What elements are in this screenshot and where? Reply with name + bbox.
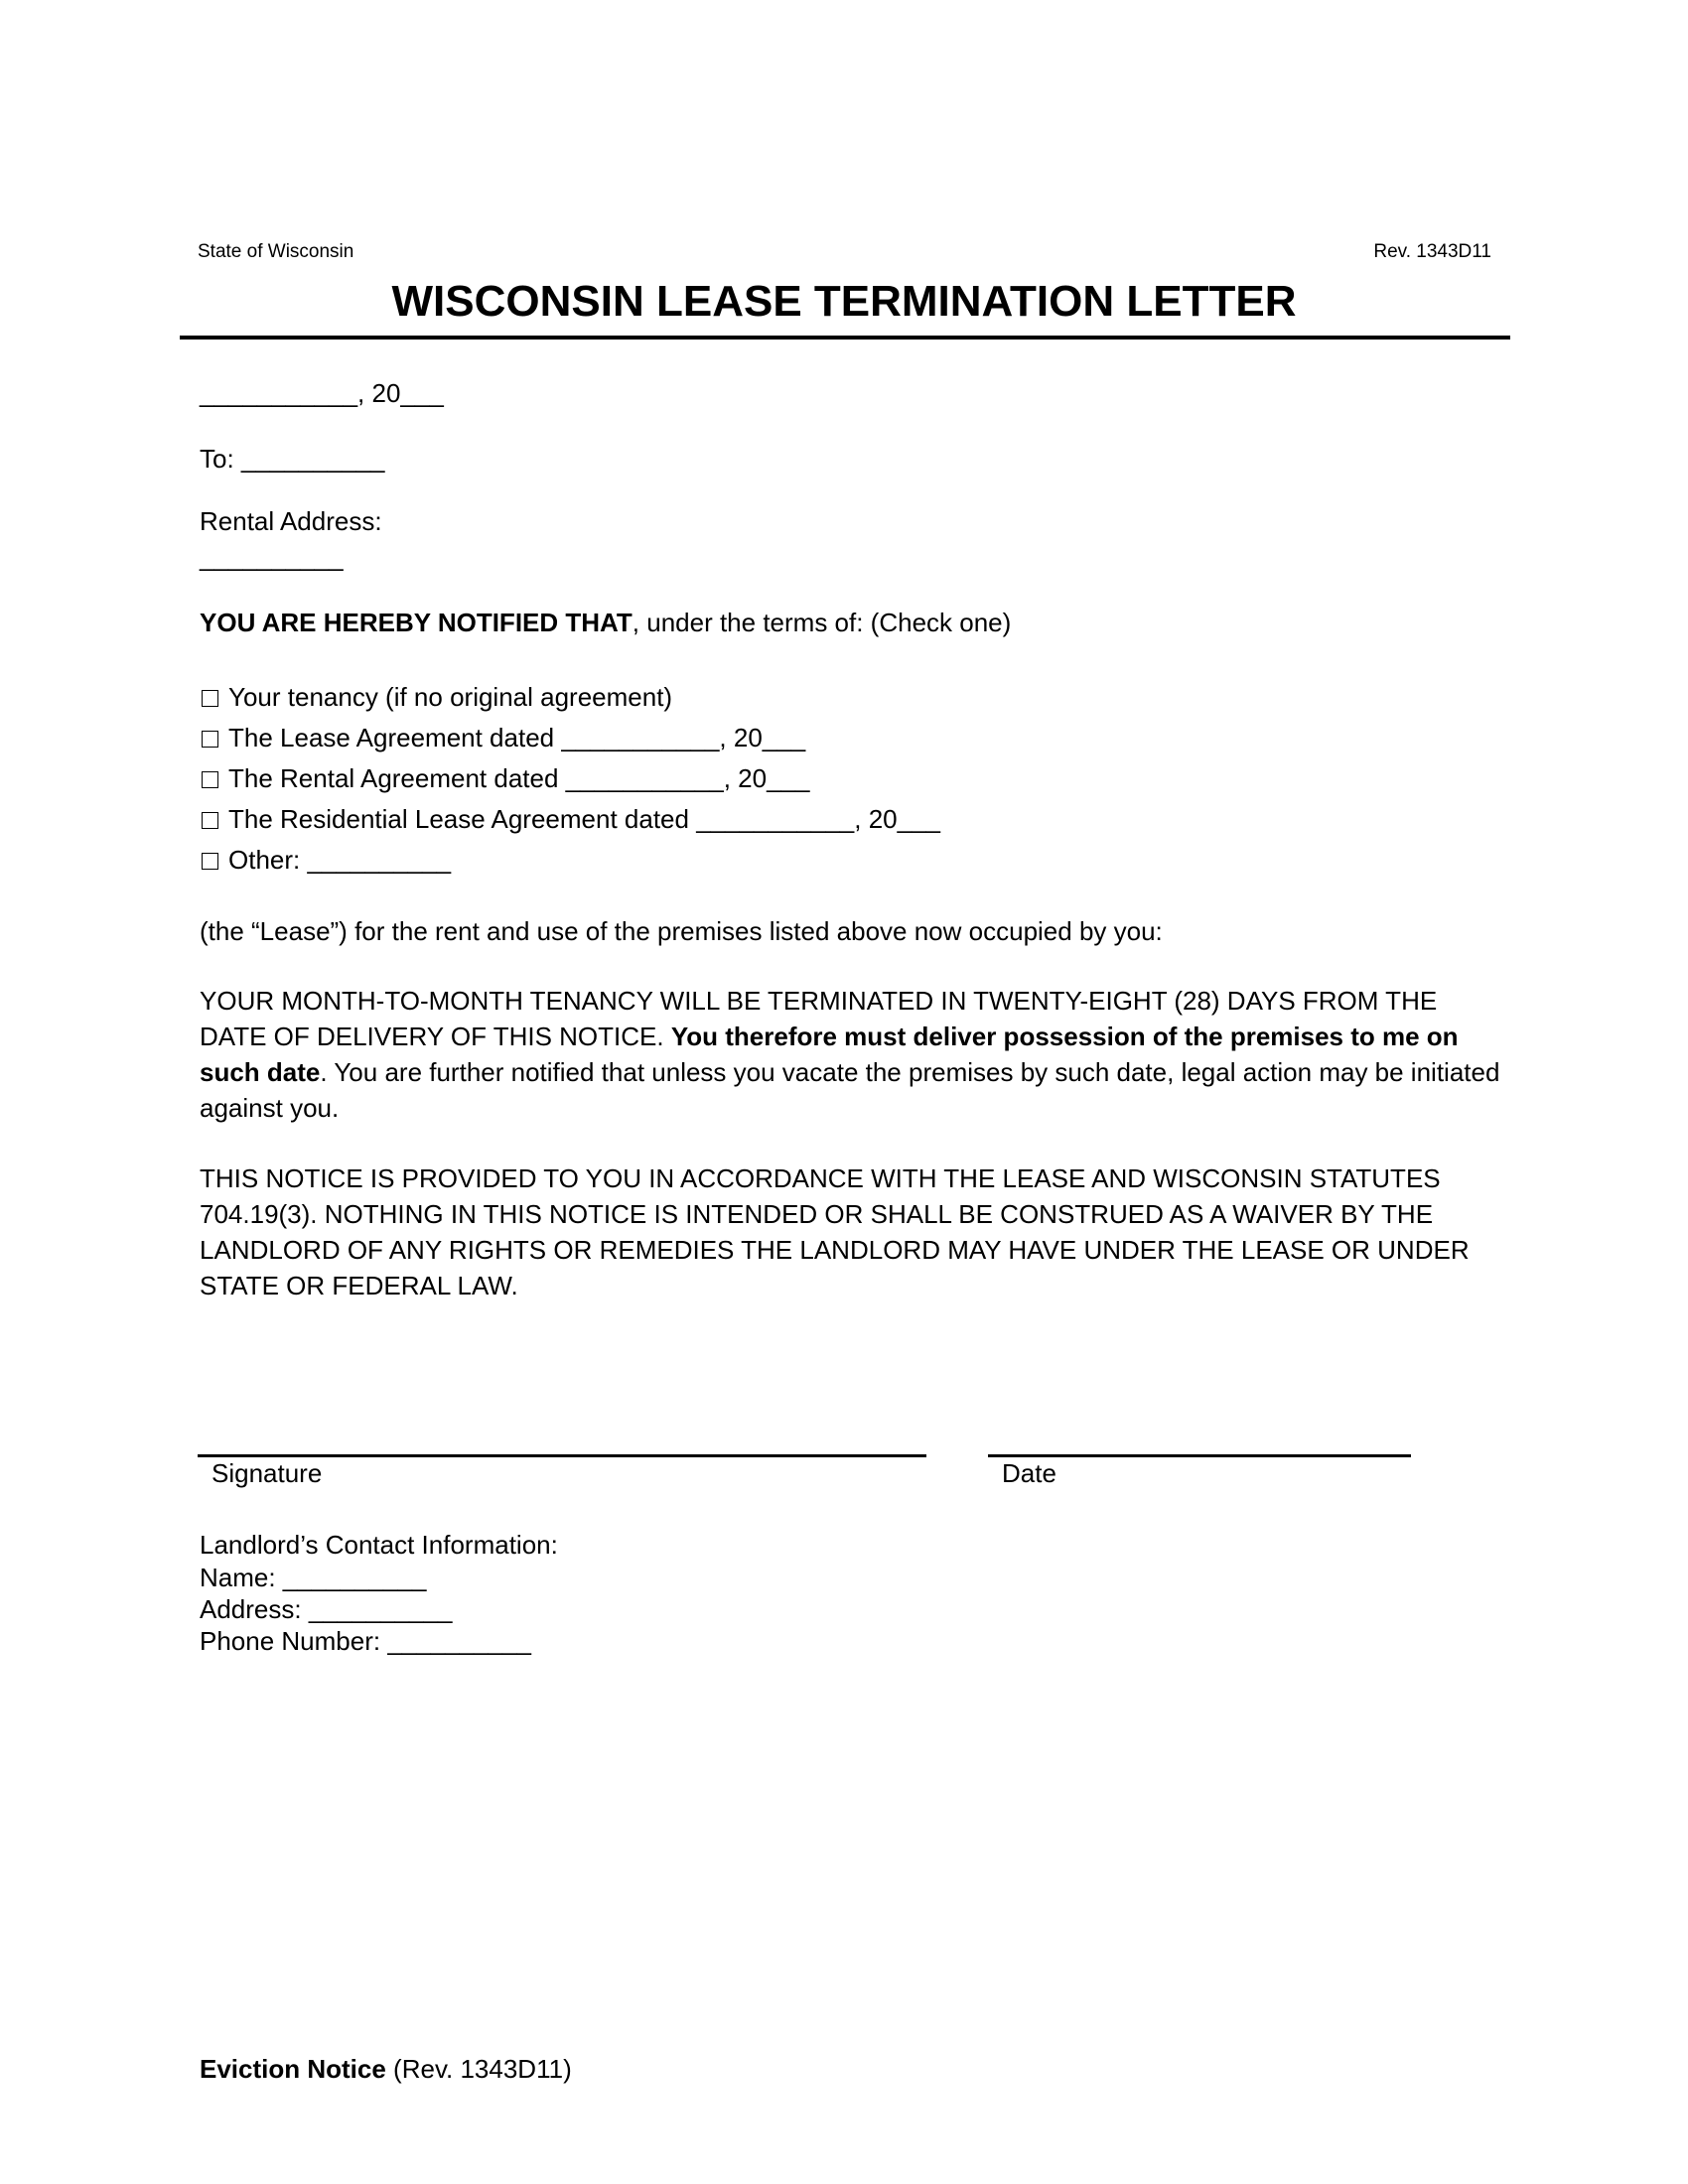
checkbox-icon[interactable] xyxy=(202,731,218,748)
landlord-address-field[interactable]: Address: __________ xyxy=(200,1594,453,1624)
termination-paragraph xyxy=(200,983,1510,1126)
page-title: WISCONSIN LEASE TERMINATION LETTER xyxy=(391,277,1297,326)
checkbox-icon[interactable] xyxy=(202,853,218,870)
notice-intro-rest: , under the terms of: (Check one) xyxy=(632,608,1012,637)
check-option-tenancy[interactable] xyxy=(202,676,940,717)
check-option-lease-agreement[interactable] xyxy=(202,717,940,757)
statute-paragraph: THIS NOTICE IS PROVIDED TO YOU IN ACCORDANCE WITH THE LEASE AND WISCONSIN STATUTES 704.19(3). NOTHING IN THIS NOTICE IS INTENDED OR SHALL BE CONSTRUED AS A WAIVER BY THE LANDLORD OF ANY RIGHTS OR REMEDIES THE LANDLORD MAY HAVE UNDER THE LEASE OR UNDER STATE OR FEDERAL LAW. xyxy=(200,1163,1470,1300)
footer-revision: (Rev. 1343D11) xyxy=(385,2054,572,2084)
checkbox-icon[interactable] xyxy=(202,771,218,788)
landlord-name-field[interactable]: Name: __________ xyxy=(200,1563,427,1592)
check-option-rental-agreement[interactable] xyxy=(202,757,940,798)
signature-label: Signature xyxy=(211,1458,323,1488)
check-option-label: The Lease Agreement dated ___________, 20___ xyxy=(228,722,806,752)
check-option-label: The Residential Lease Agreement dated ___________, 20___ xyxy=(228,803,941,834)
state-label: State of Wisconsin xyxy=(198,241,354,262)
checkbox-icon[interactable] xyxy=(202,812,218,829)
lease-definition-line: (the “Lease”) for the rent and use of the premises listed above now occupied by you: xyxy=(200,916,1163,946)
to-field[interactable]: To: __________ xyxy=(200,444,385,474)
rental-address-label: Rental Address: xyxy=(200,506,382,536)
check-options-list xyxy=(202,676,940,880)
notice-intro xyxy=(200,605,1011,640)
check-option-label: Other: __________ xyxy=(228,844,452,875)
check-option-other[interactable] xyxy=(202,839,940,880)
termination-text-1: YOUR MONTH-TO-MONTH TENANCY WILL BE TERMINATED IN TWENTY-EIGHT (28) DAYS FROM THE DATE OF DELIVERY OF THIS NOTICE. xyxy=(200,986,1438,1051)
check-option-label: Your tenancy (if no original agreement) xyxy=(228,681,673,712)
footer-doc-name: Eviction Notice xyxy=(200,2054,386,2084)
check-option-residential-lease[interactable] xyxy=(202,798,940,839)
notice-intro-bold: YOU ARE HEREBY NOTIFIED THAT xyxy=(200,608,633,637)
landlord-phone-field[interactable]: Phone Number: __________ xyxy=(200,1626,531,1656)
checkbox-icon[interactable] xyxy=(202,690,218,707)
date-label: Date xyxy=(1002,1458,1056,1488)
revision-label: Rev. 1343D11 xyxy=(1373,241,1491,262)
check-option-label: The Rental Agreement dated ___________, 20___ xyxy=(228,762,810,793)
title-divider xyxy=(180,336,1510,340)
termination-text-2: . You are further notified that unless you vacate the premises by such date, legal action may be initiated against you. xyxy=(200,1057,1500,1123)
termination-text-bold: You therefore must deliver possession of the premises to me on such date xyxy=(200,1022,1459,1087)
footer xyxy=(200,2051,572,2087)
landlord-contact-heading: Landlord’s Contact Information: xyxy=(200,1530,558,1560)
date-field[interactable]: ___________, 20___ xyxy=(200,378,444,408)
rental-address-field[interactable]: __________ xyxy=(200,542,344,572)
